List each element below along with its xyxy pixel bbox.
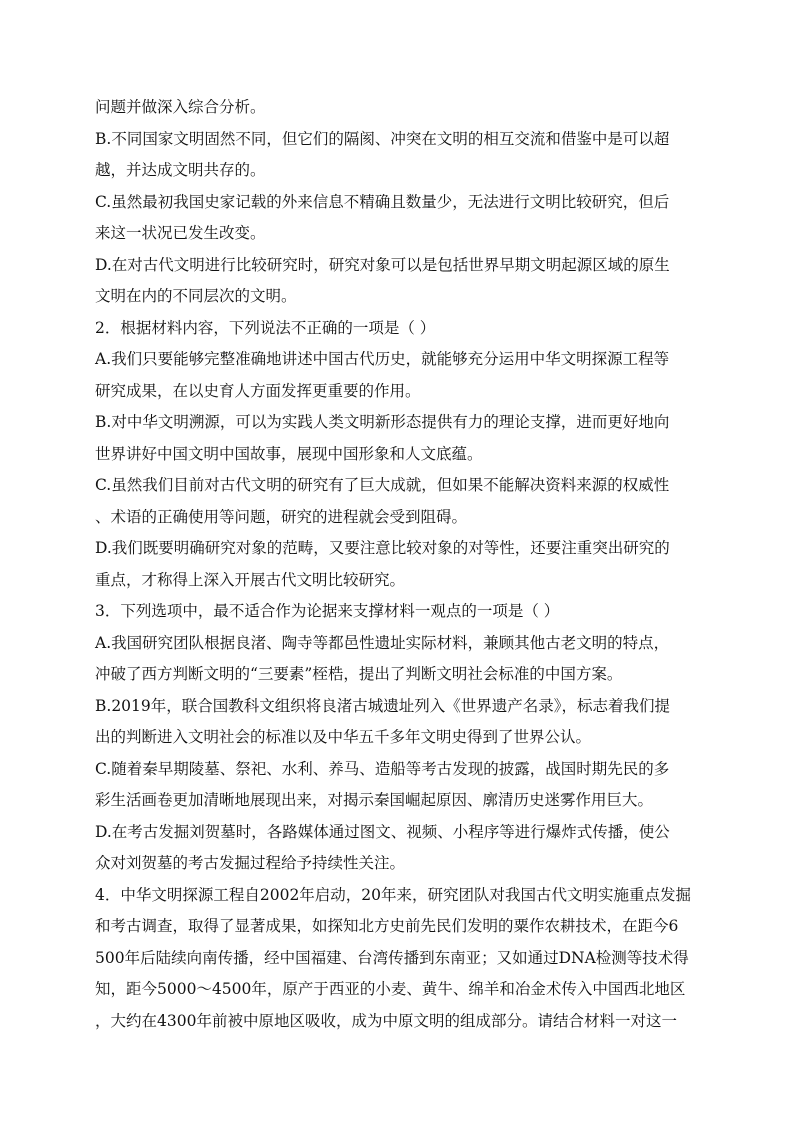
text-line: 研究成果，在以史育人方面发挥更重要的作用。 [95, 381, 421, 400]
text-line: 越，并达成文明共存的。 [95, 161, 266, 179]
text-line: 来这一状况已发生改变。 [95, 224, 266, 242]
question-3-stem: 3．下列选项中，最不适合作为论据来支撑材料一观点的一项是（ ） [95, 602, 560, 620]
text-line: 和考古调查，取得了显著成果，如探知北方史前先民们发明的粟作农耕技术，在距今6 [95, 917, 679, 935]
text-line: 彩生活画卷更加清晰地展现出来，对揭示秦国崛起原因、廓清历史迷雾作用巨大。 [95, 791, 654, 809]
text-line: ，大约在4300年前被中原地区吸收，成为中原文明的组成部分。请结合材料一对这一 [95, 1011, 677, 1030]
option-d-line: D.在考古发掘刘贺墓时，各路媒体通过图文、视频、小程序等进行爆炸式传播，使公 [95, 822, 670, 841]
option-c-line: C.随着秦早期陵墓、祭祀、水利、养马、造船等考古发现的披露，战国时期先民的多 [95, 759, 670, 778]
document-page [95, 92, 695, 1037]
text-line: 重点，才称得上深入开展古代文明比较研究。 [95, 570, 406, 589]
option-b-line: B.不同国家文明固然不同，但它们的隔阂、冲突在文明的相互交流和借鉴中是可以超 [95, 129, 670, 148]
text-line: 众对刘贺墓的考古发掘过程给予持续性关注。 [95, 854, 406, 872]
text-line: 世界讲好中国文明中国故事，展现中国形象和人文底蕴。 [95, 444, 483, 463]
text-line: 冲破了西方判断文明的“三要素”桎梏，提出了判断文明社会标准的中国方案。 [95, 665, 623, 683]
option-d-line: D.在对古代文明进行比较研究时，研究对象可以是包括世界早期文明起源区域的原生 [95, 255, 670, 274]
text-line: 问题并做深入综合分析。 [95, 98, 266, 116]
text-line: 文明在内的不同层次的文明。 [95, 287, 297, 305]
question-4-stem: 4．中华文明探源工程自2002年启动，20年来，研究团队对我国古代文明实施重点发掘 [95, 885, 692, 904]
question-2-stem: 2．根据材料内容，下列说法不正确的一项是（ ） [95, 318, 436, 337]
option-a-line: A.我们只要能够完整准确地讲述中国古代历史，就能够充分运用中华文明探源工程等 [95, 350, 670, 368]
option-a-line: A.我国研究团队根据良渚、陶寺等都邑性遗址实际材料，兼顾其他古老文明的特点， [95, 633, 670, 652]
option-b-line: B.2019年，联合国教科文组织将良渚古城遗址列入《世界遗产名录》，标志着我们提 [95, 696, 671, 715]
option-c-line: C.虽然我们目前对古代文明的研究有了巨大成就，但如果不能解决资料来源的权威性 [95, 476, 670, 494]
text-line: 500年后陆续向南传播，经中国福建、台湾传播到东南亚；又如通过DNA检测等技术得 [95, 948, 689, 967]
text-line: 知，距今5000～4500年，原产于西亚的小麦、黄牛、绵羊和冶金术传入中国西北地区 [95, 980, 686, 998]
text-line: 、术语的正确使用等问题，研究的进程就会受到阻碍。 [95, 507, 468, 526]
option-c-line: C.虽然最初我国史家记载的外来信息不精确且数量少，无法进行文明比较研究，但后 [95, 192, 670, 211]
option-d-line: D.我们既要明确研究对象的范畴，又要注意比较对象的对等性，还要注重突出研究的 [95, 539, 670, 557]
option-b-line: B.对中华文明溯源，可以为实践人类文明新形态提供有力的理论支撑，进而更好地向 [95, 413, 670, 431]
text-line: 出的判断进入文明社会的标准以及中华五千多年文明史得到了世界公认。 [95, 728, 592, 746]
